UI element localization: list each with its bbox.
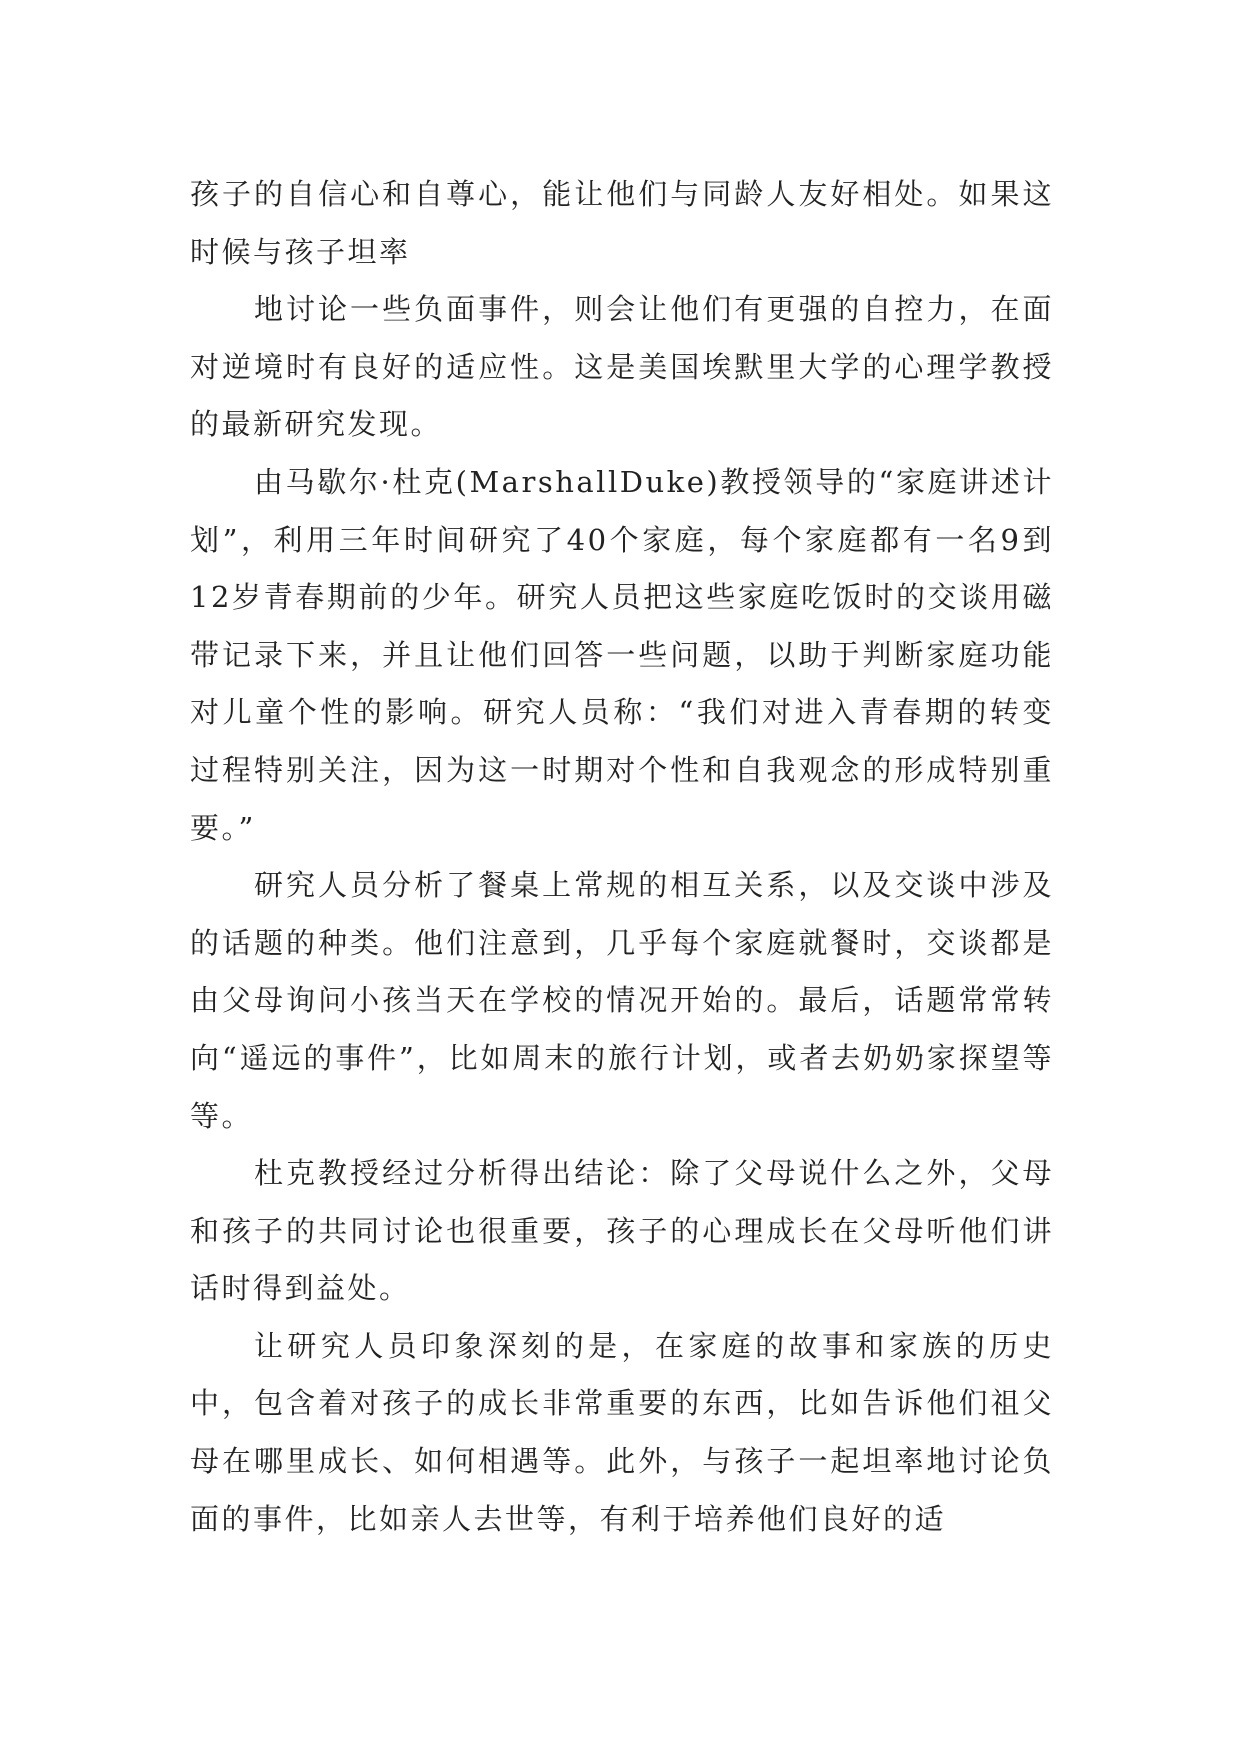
- paragraph-5: 让研究人员印象深刻的是，在家庭的故事和家族的历史中，包含着对孩子的成长非常重要的东西，比如告诉他们祖父母在哪里成长、如何相遇等。此外，与孩子一起坦率地讨论负面的事件，比如亲人去世等，有利于培养他们良好的适: [190, 1328, 1054, 1536]
- article-body: [190, 166, 1054, 1548]
- paragraph-2: 由马歇尔·杜克(MarshallDuke)教授领导的“家庭讲述计划”，利用三年时间研究了40个家庭，每个家庭都有一名9到12岁青春期前的少年。研究人员把这些家庭吃饭时的交谈用磁带记录下来，并且让他们回答一些问题，以助于判断家庭功能对儿童个性的影响。研究人员称：“我们对进入青春期的转变过程特别关注，因为这一时期对个性和自我观念的形成特别重要。”: [190, 464, 1054, 845]
- paragraph-4: 杜克教授经过分析得出结论：除了父母说什么之外，父母和孩子的共同讨论也很重要，孩子的心理成长在父母听他们讲话时得到益处。: [190, 1156, 1054, 1306]
- paragraph-3: 研究人员分析了餐桌上常规的相互关系，以及交谈中涉及的话题的种类。他们注意到，几乎每个家庭就餐时，交谈都是由父母询问小孩当天在学校的情况开始的。最后，话题常常转向“遥远的事件”，比如周末的旅行计划，或者去奶奶家探望等等。: [190, 868, 1054, 1133]
- paragraph-1: 地讨论一些负面事件，则会让他们有更强的自控力，在面对逆境时有良好的适应性。这是美国埃默里大学的心理学教授的最新研究发现。: [190, 292, 1054, 442]
- paragraph-0: 孩子的自信心和自尊心，能让他们与同龄人友好相处。如果这时候与孩子坦率: [190, 177, 1054, 269]
